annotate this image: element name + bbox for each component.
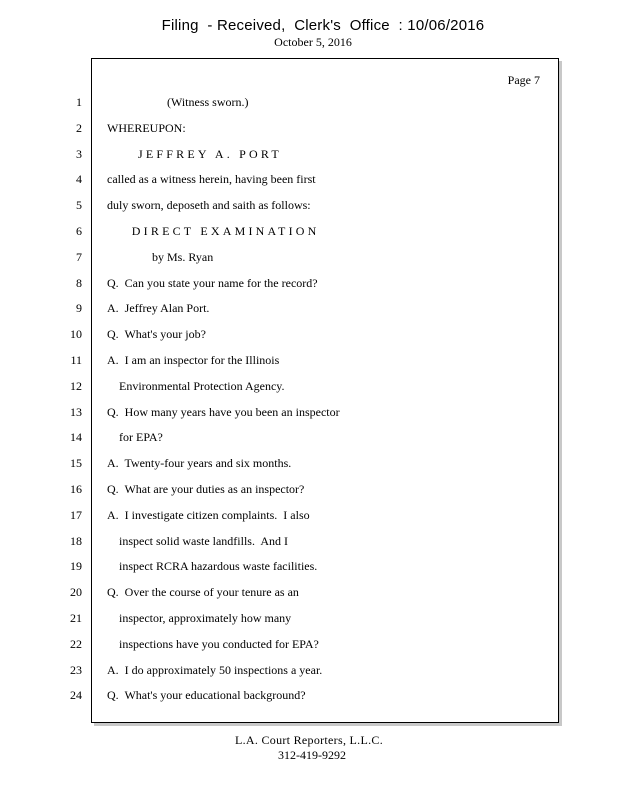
transcript-line: A. Jeffrey Alan Port.	[107, 301, 210, 316]
transcript-line: inspect solid waste landfills. And I	[107, 533, 288, 548]
transcript-line: Q. What's your educational background?	[107, 688, 306, 703]
transcript-text	[107, 94, 547, 713]
line-number-column	[40, 94, 82, 713]
line-number: 19	[70, 559, 82, 574]
examination-heading: DIRECT EXAMINATION	[107, 223, 320, 238]
line-number: 2	[76, 120, 82, 135]
transcript-line: A. I am an inspector for the Illinois	[107, 352, 280, 367]
transcript-line: inspector, approximately how many	[107, 610, 292, 625]
transcript-line: Q. Can you state your name for the record?	[107, 275, 318, 290]
transcript-line: A. Twenty-four years and six months.	[107, 456, 292, 471]
reporter-phone: 312-419-9292	[278, 748, 346, 762]
witness-name-heading: JEFFREY A. PORT	[107, 146, 282, 161]
transcript-line: Q. Over the course of your tenure as an	[107, 585, 299, 600]
transcript-line: WHEREUPON:	[107, 120, 186, 135]
line-number: 14	[70, 430, 82, 445]
line-number: 4	[76, 172, 82, 187]
reporter-name: L.A. Court Reporters, L.L.C.	[234, 733, 384, 747]
line-number: 16	[70, 481, 82, 496]
line-number: 18	[70, 533, 82, 548]
line-number: 10	[70, 327, 82, 342]
line-number: 12	[70, 378, 82, 393]
line-number: 9	[76, 301, 82, 316]
transcript-line: Environmental Protection Agency.	[107, 378, 285, 393]
transcript-line: A. I do approximately 50 inspections a year.	[107, 662, 323, 677]
transcript-line: Q. What are your duties as an inspector?	[107, 481, 305, 496]
line-number: 5	[76, 198, 82, 213]
transcript-line: Q. What's your job?	[107, 327, 206, 342]
transcript-line: A. I investigate citizen complaints. I also	[107, 507, 310, 522]
filing-stamp: Filing - Received, Clerk's Office : 10/06/2016	[161, 17, 485, 34]
transcript-line: (Witness sworn.)	[107, 95, 249, 109]
line-number: 1	[76, 95, 82, 109]
line-number: 17	[70, 507, 82, 522]
line-number: 20	[70, 585, 82, 600]
header-date: October 5, 2016	[274, 35, 352, 49]
line-number: 3	[76, 146, 82, 161]
page-number: Page 7	[507, 73, 540, 87]
line-number: 7	[76, 249, 82, 264]
line-number: 6	[76, 223, 82, 238]
transcript-line: by Ms. Ryan	[107, 249, 214, 264]
line-number: 24	[70, 688, 82, 703]
transcript-line: called as a witness herein, having been first	[107, 172, 316, 187]
line-number: 21	[70, 610, 82, 625]
transcript-line: duly sworn, deposeth and saith as follows:	[107, 198, 311, 213]
line-number: 15	[70, 456, 82, 471]
transcript-line: inspect RCRA hazardous waste facilities.	[107, 559, 318, 574]
line-number: 23	[70, 662, 82, 677]
line-number: 13	[70, 404, 82, 419]
transcript-line: inspections have you conducted for EPA?	[107, 636, 319, 651]
transcript-line: Q. How many years have you been an inspector	[107, 404, 340, 419]
line-number: 8	[76, 275, 82, 290]
transcript-line: for EPA?	[107, 430, 163, 445]
line-number: 22	[70, 636, 82, 651]
line-number: 11	[70, 352, 82, 367]
